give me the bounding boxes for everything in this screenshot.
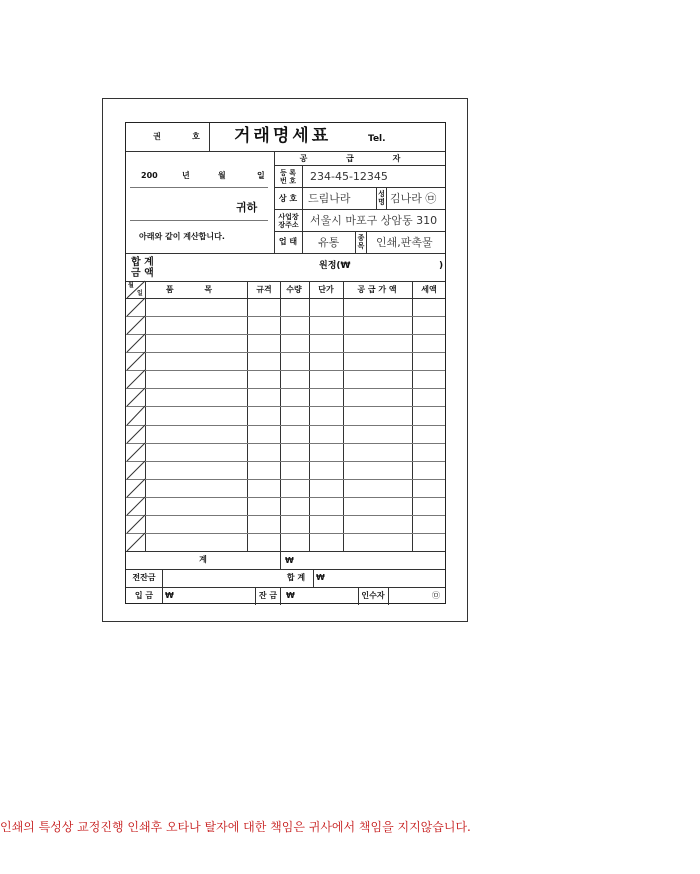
- row-date-slash: [127, 388, 145, 406]
- sum-label: 합 계: [286, 573, 306, 582]
- business-address: 서울시 마포구 상암동 310: [310, 214, 438, 227]
- company-label: 상 호: [278, 194, 298, 203]
- business-item: 인쇄,판촉물: [376, 236, 433, 249]
- month-label: 월: [218, 171, 226, 180]
- sum-won: ₩: [316, 573, 325, 582]
- company-name: 드림나라: [308, 192, 351, 205]
- calculation-note: 아래와 같이 계산합니다.: [139, 232, 225, 241]
- row-date-slash: [127, 479, 145, 497]
- invoice-frame: [102, 98, 468, 622]
- date-slash-marks: [126, 123, 447, 605]
- spec-header: 규격: [256, 285, 272, 294]
- row-date-slash: [127, 443, 145, 461]
- row-date-slash: [127, 461, 145, 479]
- day-header: 일: [137, 290, 143, 297]
- seal-mark: ㉤: [432, 591, 440, 600]
- row-date-slash: [127, 406, 145, 425]
- transaction-statement-form: [125, 122, 446, 604]
- row-date-slash: [127, 316, 145, 334]
- business-type-label: 업 태: [278, 237, 298, 246]
- total-won-label: 원정(₩: [319, 261, 351, 271]
- subtotal-won: ₩: [285, 556, 294, 565]
- address-label: 사업장 장주소: [278, 213, 299, 229]
- row-date-slash: [127, 370, 145, 388]
- tel-label: Tel.: [368, 134, 386, 144]
- row-date-slash: [127, 497, 145, 515]
- unit-price-header: 단가: [318, 285, 334, 294]
- row-date-slash: [127, 352, 145, 370]
- supplier-header: 공 급 자: [299, 154, 419, 163]
- row-date-slash: [127, 425, 145, 443]
- total-close-paren: ): [439, 261, 444, 271]
- month-header: 월: [128, 282, 134, 289]
- item-header: 품 목: [165, 285, 227, 294]
- row-date-slash: [127, 334, 145, 352]
- registration-number: 234-45-12345: [310, 170, 388, 183]
- previous-balance-label: 전잔금: [132, 573, 156, 582]
- recipient-honorific: 귀하: [236, 201, 258, 214]
- balance-label: 잔 금: [258, 591, 278, 600]
- row-date-slash: [127, 298, 145, 316]
- volume-label: 권: [153, 132, 161, 141]
- registration-number-label: 등 록 번 호: [280, 169, 296, 185]
- row-date-slash: [127, 533, 145, 551]
- supply-amount-header: 공 급 가 액: [357, 285, 397, 294]
- representative-name: 김나라 ㉤: [390, 192, 437, 205]
- receiver-label: 인수자: [361, 591, 385, 600]
- total-amount-label: 합 계 금 액: [131, 257, 154, 279]
- document-title: 거래명세표: [234, 126, 332, 146]
- day-label: 일: [257, 171, 265, 180]
- deposit-won: ₩: [165, 591, 174, 600]
- year-prefix: 200: [141, 171, 158, 180]
- quantity-header: 수량: [286, 285, 302, 294]
- subtotal-label: 계: [199, 555, 207, 564]
- number-label: 호: [192, 132, 200, 141]
- business-item-label: 종 목: [357, 234, 365, 250]
- deposit-label: 입 금: [134, 591, 154, 600]
- balance-won: ₩: [286, 591, 295, 600]
- tax-header: 세액: [421, 285, 437, 294]
- row-date-slash: [127, 515, 145, 533]
- printing-disclaimer: 인쇄의 특성상 교정진행 인쇄후 오타나 탈자에 대한 책임은 귀사에서 책임을 지지않습니다.: [0, 820, 471, 834]
- representative-label: 성 명: [378, 190, 385, 206]
- business-type: 유통: [318, 236, 340, 249]
- year-label: 년: [182, 171, 190, 180]
